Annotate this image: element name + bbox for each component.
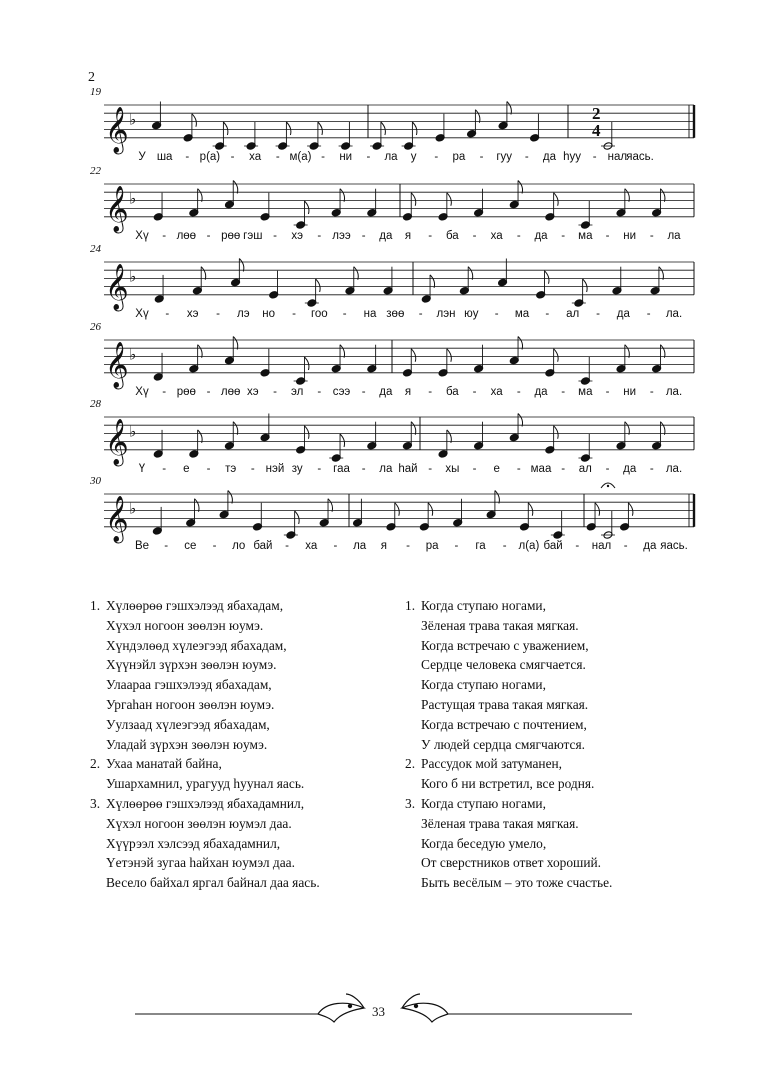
lyric-syllable: ла. — [665, 462, 683, 475]
note-flag — [233, 337, 238, 350]
note-flag — [328, 499, 333, 512]
lyric-syllable: - — [479, 150, 484, 163]
note-flag — [660, 345, 665, 358]
music-system — [89, 475, 694, 552]
lyric-syllable: - — [230, 150, 235, 163]
note-flag — [195, 499, 200, 512]
lyric-syllable: хы — [445, 462, 460, 475]
lyric-syllable: - — [434, 150, 439, 163]
page-number: 33 — [372, 1004, 385, 1019]
music-system — [90, 321, 694, 398]
lyric-syllable: ха — [490, 229, 503, 242]
verse-line: Хүхэл ногоон зөөлэн юумэ. — [106, 617, 264, 633]
lyric-syllable: - — [592, 150, 597, 163]
verse-line: Ухаа манатай байна, — [106, 756, 222, 772]
note-flag — [304, 426, 309, 439]
note-flag — [625, 189, 630, 202]
note-flag — [528, 503, 533, 516]
lyric-syllable: сээ — [332, 385, 351, 398]
lyric-syllable: ма — [578, 229, 593, 242]
lyric-syllable: ха — [249, 150, 262, 163]
lyric-syllable: - — [162, 229, 167, 242]
lyric-syllable: - — [285, 539, 290, 552]
lyric-syllable: - — [646, 307, 651, 320]
verse-line: Кого б ни встретил, все родня. — [421, 776, 595, 792]
note-flag — [468, 267, 473, 280]
lyric-syllable: - — [342, 307, 347, 320]
lyric-syllable: га — [475, 539, 486, 552]
lyric-syllable: - — [649, 385, 654, 398]
lyric-syllable: - — [333, 539, 338, 552]
lyric-syllable: ха — [490, 385, 503, 398]
treble-clef-icon: 𝄞 — [105, 106, 129, 153]
note-flag — [228, 491, 233, 504]
measure-number: 26 — [90, 321, 101, 333]
lyric-syllable: - — [472, 229, 477, 242]
verse-line: Когда ступаю ногами, — [421, 795, 546, 811]
flat-sign-icon: ♭ — [129, 189, 137, 208]
lyric-syllable: но — [262, 307, 276, 320]
lyric-syllable: Ү — [138, 462, 146, 475]
stanza — [90, 794, 380, 873]
verse-line: От сверстников ответ хороший. — [421, 855, 602, 871]
stanza-number: 2. — [405, 756, 416, 772]
lyric-syllable: - — [162, 462, 167, 475]
lyric-syllable: лээ — [332, 229, 351, 242]
lyric-syllable: да — [643, 539, 657, 552]
lyric-syllable: - — [472, 385, 477, 398]
verse-line: Сердце человека смягчается. — [421, 657, 586, 673]
note-flag — [286, 122, 291, 135]
note-flag — [198, 345, 203, 358]
verse-line: Зёленая трава такая мягкая. — [421, 617, 579, 633]
note-flag — [192, 114, 197, 127]
lyric-syllable: да — [542, 150, 557, 163]
verse-line: У людей сердца смягчаются. — [421, 736, 585, 752]
lyric-syllable: - — [317, 462, 322, 475]
verse-line: Хүүнэйл зүрхэн зөөлэн юумэ. — [106, 657, 277, 673]
measure-number: 24 — [90, 243, 101, 255]
lyric-syllable: - — [575, 539, 580, 552]
flat-sign-icon: ♭ — [129, 345, 137, 364]
lyric-syllable: гоо — [310, 307, 328, 320]
lyric-syllable: да — [534, 385, 548, 398]
lyric-syllable: - — [524, 150, 529, 163]
verse-line: Уладай зүрхэн зөөлэн юумэ. — [106, 736, 268, 752]
lyric-syllable: ал — [578, 462, 592, 475]
music-system — [90, 243, 694, 320]
lyric-syllable: - — [206, 462, 211, 475]
note-flag — [316, 279, 321, 292]
note-flag — [660, 189, 665, 202]
verse-line: Уулзаад хүлеэгээд ябахадам, — [106, 716, 270, 732]
music-system — [90, 398, 694, 475]
verse-line: Ушархамнил, урагууд һуунал яась. — [106, 776, 305, 792]
stanza — [405, 754, 725, 794]
lyric-syllable: ла — [379, 462, 393, 475]
verse-line: Когда встречаю с почтением, — [421, 716, 587, 732]
time-signature: 2 — [592, 104, 601, 123]
note-flag — [198, 430, 203, 443]
stanza-number: 1. — [90, 598, 101, 613]
note-flag — [628, 503, 633, 516]
lyric-syllable: рөө — [221, 229, 241, 242]
lyric-syllable: - — [428, 385, 433, 398]
note-flag — [411, 349, 416, 362]
lyric-syllable: - — [317, 385, 322, 398]
treble-clef-icon: 𝄞 — [105, 418, 129, 465]
verse-line: Когда беседую умело, — [421, 835, 547, 851]
stanza — [405, 596, 725, 754]
lyric-syllable: - — [561, 229, 566, 242]
treble-clef-icon: 𝄞 — [105, 185, 129, 232]
lyric-syllable: һуу — [563, 150, 582, 163]
measure-number: 30 — [90, 475, 101, 487]
lyric-syllable: - — [428, 229, 433, 242]
note-flag — [475, 110, 480, 123]
lyric-syllable: лөө — [220, 385, 241, 398]
note-flag — [201, 267, 206, 280]
lyric-syllable: ма — [514, 307, 530, 320]
verse-line: Хүхэл ногоон зөөлэн юумэл даа. — [106, 815, 292, 831]
note-flag — [447, 349, 452, 362]
lyric-syllable: - — [561, 385, 566, 398]
lyric-syllable: рөө — [176, 385, 196, 398]
lyric-syllable: - — [605, 462, 610, 475]
note-flag — [518, 337, 523, 350]
lyric-syllable: эл — [291, 385, 304, 398]
lyric-syllable: лөө — [176, 229, 197, 242]
verses-buryat — [90, 596, 380, 893]
verse-line: Когда ступаю ногами, — [421, 598, 546, 613]
lyric-syllable: яась. — [626, 150, 654, 163]
lyric-syllable: - — [185, 150, 190, 163]
lyric-syllable: се — [184, 539, 197, 552]
measure-number: 28 — [90, 398, 101, 410]
lyric-syllable: - — [206, 385, 211, 398]
verse-line: Хүүрээл хэлсээд ябахадамнил, — [106, 835, 281, 851]
music-system — [90, 86, 694, 163]
note-flag — [340, 434, 345, 447]
lyric-syllable: ша — [156, 150, 173, 163]
lyric-syllable: зөө — [386, 307, 405, 320]
measure-number: 19 — [90, 86, 101, 98]
flat-sign-icon: ♭ — [129, 422, 137, 441]
stanza — [90, 596, 380, 754]
note-flag — [295, 511, 300, 524]
lyric-syllable: Хү — [135, 385, 149, 398]
lyric-syllable: ла — [353, 539, 367, 552]
note-flag — [233, 181, 238, 194]
note-flag — [659, 267, 664, 280]
note-flag — [233, 422, 238, 435]
lyric-syllable: хэ — [247, 385, 259, 398]
verse-line: Рассудок мой затуманен, — [421, 756, 563, 772]
lyric-syllable: е — [493, 462, 500, 475]
note-flag — [544, 271, 549, 284]
lyric-syllable: - — [516, 229, 521, 242]
verse-line: Зёленая трава такая мягкая. — [421, 815, 579, 831]
lyric-syllable: ра — [425, 539, 439, 552]
verse-line: Быть весёлым – это тоже счастье. — [421, 875, 613, 891]
note-flag — [381, 122, 386, 135]
lyric-syllable: - — [623, 539, 628, 552]
measure-number: 22 — [90, 165, 101, 177]
lyric-syllable: лэ — [237, 307, 250, 320]
lyric-syllable: ни — [623, 229, 637, 242]
lyric-syllable: - — [366, 150, 371, 163]
verse-line: Үетэнэй зугаа hайхан юумэл даа. — [106, 855, 295, 871]
verse-line: Когда встречаю с уважением, — [421, 637, 589, 653]
lyric-syllable: да — [623, 462, 637, 475]
note-flag — [554, 193, 559, 206]
note-flag — [595, 503, 600, 516]
lyric-syllable: - — [406, 539, 410, 552]
lyric-syllable: да — [616, 307, 630, 320]
note-flag — [583, 279, 588, 292]
lyric-syllable: - — [250, 462, 255, 475]
lyric-syllable: - — [428, 462, 433, 475]
fish-left-icon — [318, 994, 364, 1022]
lyric-syllable: ла. — [665, 307, 683, 320]
lyric-syllable: - — [596, 307, 600, 320]
lyric-syllable: нэй — [265, 462, 285, 475]
note-flag — [223, 122, 228, 135]
lyric-syllable: - — [605, 229, 610, 242]
lyric-syllable: нал — [607, 150, 628, 163]
verses-russian — [405, 596, 725, 893]
lyric-syllable: маа — [530, 462, 552, 475]
lyric-syllable: бай — [253, 539, 273, 552]
verse-line: Ургаhан ногоон зөөлэн юумэ. — [106, 696, 275, 712]
lyric-syllable: нал — [591, 539, 612, 552]
lyric-syllable: хэ — [291, 229, 303, 242]
lyric-syllable: гаа — [333, 462, 350, 475]
note-flag — [428, 503, 433, 516]
lyric-syllable: ла — [384, 150, 398, 163]
lyric-syllable: - — [561, 462, 566, 475]
lyric-syllable: - — [605, 385, 610, 398]
note-flag — [518, 181, 523, 194]
lyric-syllable: Ве — [134, 539, 150, 552]
lyric-syllable: - — [418, 307, 423, 320]
lyric-syllable: бай — [543, 539, 563, 552]
lyric-syllable: лэн — [436, 307, 456, 320]
lyric-syllable: у — [410, 150, 417, 163]
lyric-syllable: - — [206, 229, 211, 242]
fermata-icon — [607, 485, 609, 487]
note-flag — [304, 201, 309, 214]
lyric-syllable: да — [534, 229, 548, 242]
lyric-syllable: - — [216, 307, 220, 320]
lyric-syllable: - — [361, 385, 366, 398]
lyric-syllable: я — [380, 539, 387, 552]
lyric-syllable: - — [649, 229, 654, 242]
note-flag — [447, 430, 452, 443]
note-flag — [430, 275, 435, 288]
note-flag — [340, 189, 345, 202]
lyric-syllable: - — [212, 539, 217, 552]
lyric-syllable: - — [275, 150, 280, 163]
lyric-syllable: - — [545, 307, 550, 320]
verse-line: Хүлөөрөө гэшхэлээд ябахадамнил, — [106, 795, 305, 811]
lyric-syllable: - — [165, 307, 170, 320]
note-flag — [304, 357, 309, 370]
verse-line: Хүндэлөөд хүлеэгээд ябахадам, — [106, 637, 287, 653]
lyric-syllable: - — [472, 462, 477, 475]
verse-line: Хүлөөрөө гэшхэлээд ябахадам, — [106, 598, 284, 613]
stanza — [405, 794, 725, 893]
lyric-syllable: л(а) — [518, 539, 540, 552]
lyric-syllable: ни — [339, 150, 353, 163]
lyric-syllable: Хү — [135, 229, 149, 242]
note-flag — [411, 193, 416, 206]
lyric-syllable: - — [273, 229, 277, 242]
lyric-syllable: - — [317, 229, 322, 242]
lyric-syllable: - — [273, 385, 277, 398]
treble-clef-icon: 𝄞 — [105, 341, 129, 388]
lyric-syllable: на — [363, 307, 377, 320]
lyric-syllable: - — [502, 539, 507, 552]
note-flag — [412, 122, 417, 135]
lyric-syllable: - — [649, 462, 654, 475]
lyric-syllable: юу — [464, 307, 479, 320]
music-system — [90, 165, 694, 242]
lyric-syllable: р(а) — [199, 150, 221, 163]
lyric-syllable: ха — [305, 539, 318, 552]
lyric-syllable: ба — [445, 385, 459, 398]
note-flag — [318, 122, 323, 135]
lyric-syllable: да — [379, 385, 393, 398]
treble-clef-icon: 𝄞 — [105, 495, 129, 542]
stanza-number: 3. — [405, 795, 416, 811]
note-flag — [198, 189, 203, 202]
lyric-syllable: - — [162, 385, 167, 398]
lyric-syllable: гуу — [496, 150, 513, 163]
note-flag — [625, 422, 630, 435]
note-flag — [554, 426, 559, 439]
lyric-syllable: яась. — [660, 539, 688, 552]
lyric-syllable: - — [321, 150, 326, 163]
note-flag — [395, 503, 400, 516]
fish-right-icon — [402, 994, 448, 1022]
lyric-syllable: ра — [452, 150, 466, 163]
lyric-syllable: гэш — [243, 229, 263, 242]
lyric-syllable: зу — [291, 462, 303, 475]
lyric-syllable: ал — [566, 307, 580, 320]
note-flag — [495, 491, 500, 504]
note-flag — [354, 267, 359, 280]
lyric-syllable: ба — [445, 229, 459, 242]
lyric-syllable: - — [164, 539, 169, 552]
lyric-syllable: я — [404, 229, 412, 242]
stanza-number: 3. — [90, 795, 101, 811]
note-flag — [411, 422, 416, 435]
note-flag — [340, 345, 345, 358]
note-flag — [554, 349, 559, 362]
lyric-syllable: һай — [398, 462, 418, 475]
lyric-syllable: е — [183, 462, 190, 475]
note-flag — [625, 345, 630, 358]
verse-line: Улаараа гэшхэлээд ябахадам, — [106, 677, 272, 693]
lyric-syllable: - — [292, 307, 296, 320]
lyric-syllable: - — [361, 462, 366, 475]
flat-sign-icon: ♭ — [129, 499, 137, 518]
stanza-number: 2. — [90, 756, 101, 772]
lyric-syllable: тэ — [225, 462, 237, 475]
verse-line: Весело байхал яргал байнал даа яась. — [106, 875, 320, 891]
lyric-syllable: хэ — [186, 307, 199, 320]
flat-sign-icon: ♭ — [129, 267, 137, 286]
lyric-syllable: У — [138, 150, 146, 163]
note-flag — [239, 259, 244, 272]
lyric-syllable: - — [516, 385, 521, 398]
lyric-syllable: - — [454, 539, 459, 552]
stanza-number: 1. — [405, 598, 416, 613]
lyric-syllable: Хү — [135, 307, 149, 320]
note-flag — [660, 422, 665, 435]
lyric-syllable: ло — [232, 539, 246, 552]
time-signature: 4 — [592, 121, 601, 140]
verse-line: Когда ступаю ногами, — [421, 677, 546, 693]
verse-line: Растущая трава такая мягкая. — [421, 696, 589, 712]
lyric-syllable: - — [516, 462, 521, 475]
lyric-syllable: - — [361, 229, 366, 242]
corner-page-number: 2 — [88, 70, 95, 85]
lyric-syllable: ма — [578, 385, 593, 398]
note-flag — [447, 193, 452, 206]
lyric-syllable: ла — [667, 229, 681, 242]
lyric-syllable: м(а) — [289, 150, 312, 163]
lyric-syllable: ла. — [665, 385, 683, 398]
lyric-syllable: да — [379, 229, 393, 242]
note-flag — [507, 102, 512, 115]
stanza — [90, 754, 380, 794]
lyric-syllable: ни — [623, 385, 637, 398]
flat-sign-icon: ♭ — [129, 110, 137, 129]
lyric-syllable: - — [494, 307, 499, 320]
treble-clef-icon: 𝄞 — [105, 263, 129, 310]
lyric-syllable: я — [404, 385, 412, 398]
note-flag — [518, 414, 523, 427]
